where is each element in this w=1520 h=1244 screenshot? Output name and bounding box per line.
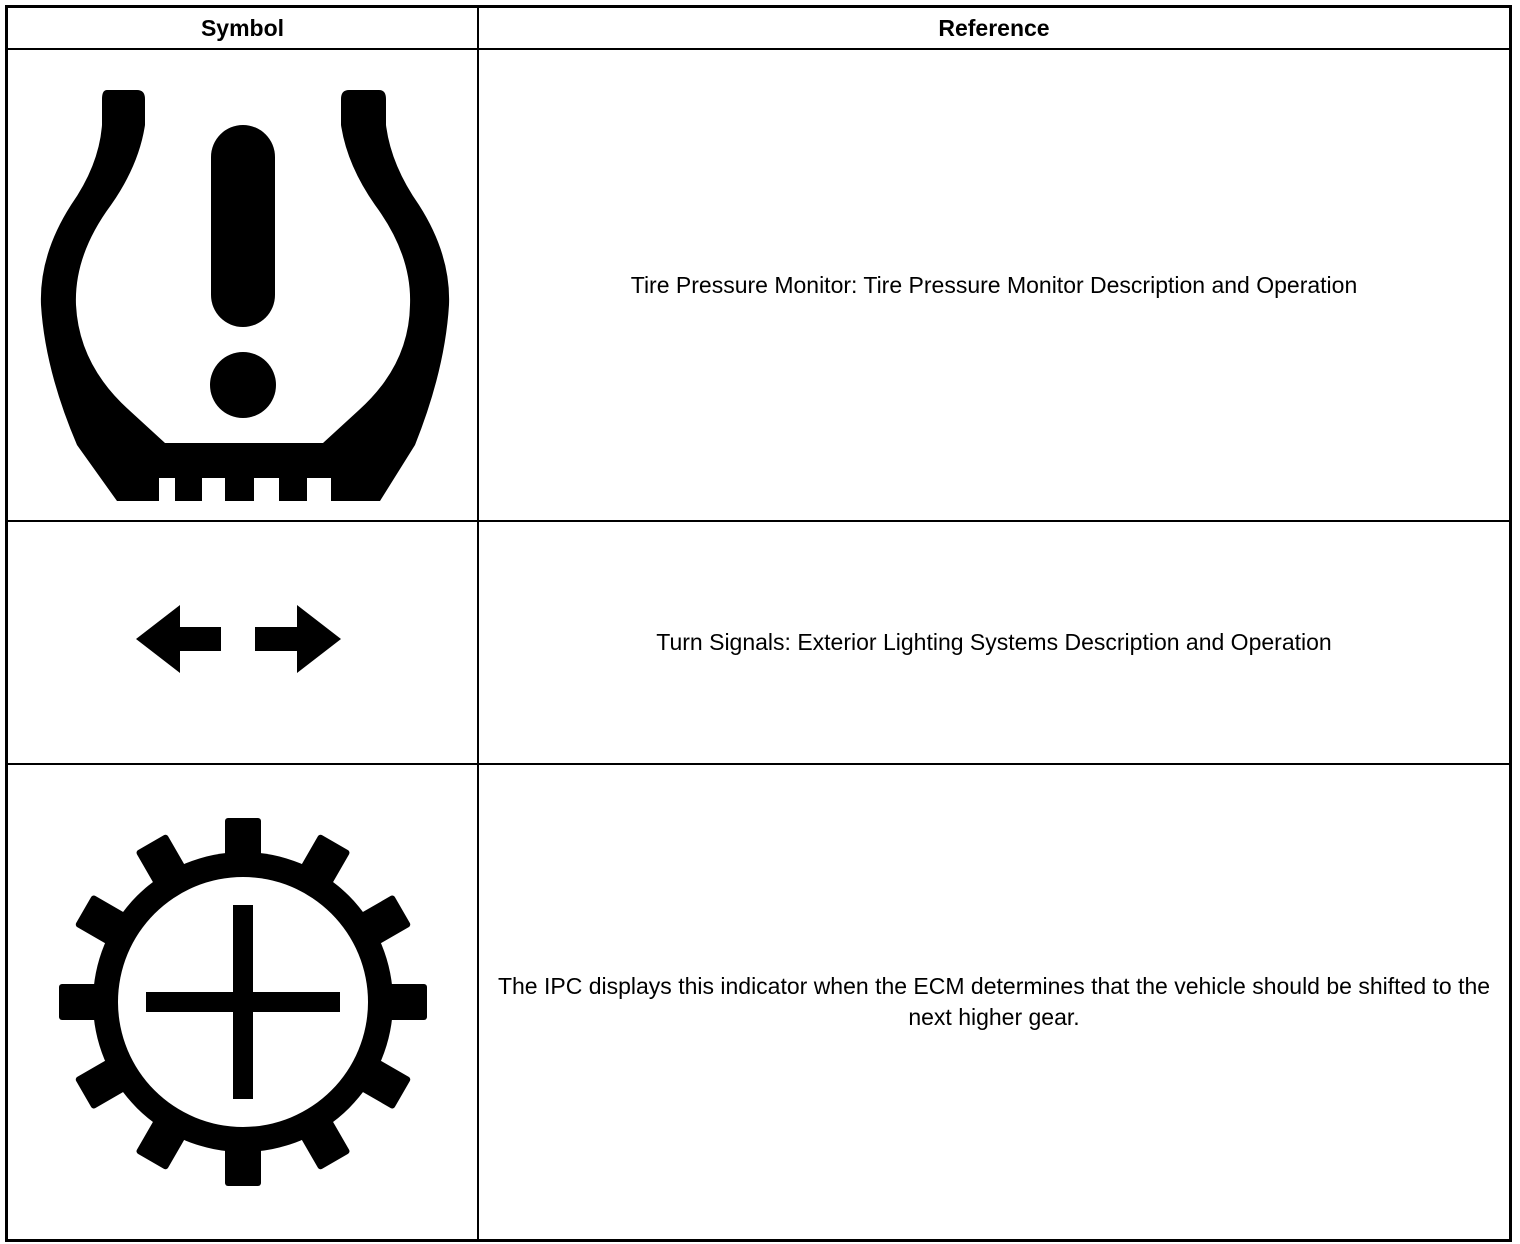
tire-pressure-warning-icon (33, 65, 453, 505)
symbol-reference-table (8, 8, 1509, 1239)
reference-text: The IPC displays this indicator when the ECM determines that the vehicle should be shifted to the next higher gear. (497, 973, 1491, 1030)
table-row (8, 764, 1509, 1239)
turn-signal-arrows-icon (133, 603, 353, 683)
table-header-row (8, 8, 1509, 49)
reference-cell (478, 764, 1509, 1239)
upshift-gear-icon (53, 812, 433, 1192)
reference-table-frame (5, 5, 1512, 1242)
reference-cell (478, 521, 1509, 764)
reference-cell (478, 49, 1509, 521)
symbol-cell (8, 764, 478, 1239)
reference-text: Tire Pressure Monitor: Tire Pressure Monitor Description and Operation (630, 271, 1358, 298)
symbol-cell (8, 49, 478, 521)
reference-column-header: Reference (478, 8, 1509, 49)
reference-text: Turn Signals: Exterior Lighting Systems Description and Operation (656, 629, 1332, 655)
symbol-column-header: Symbol (8, 8, 478, 49)
table-row (8, 521, 1509, 764)
symbol-cell (8, 521, 478, 764)
table-row (8, 49, 1509, 521)
